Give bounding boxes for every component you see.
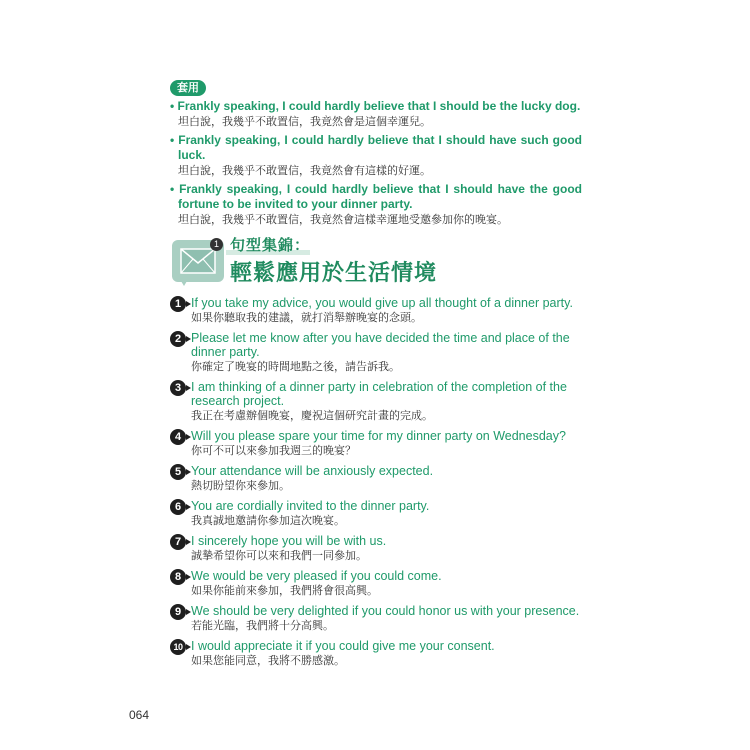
sentence-english: You are cordially invited to the dinner party. — [191, 499, 430, 513]
number-badge: 8 — [170, 569, 186, 585]
sentence-english: Please let me know after you have decided the time and place of the dinner party. — [191, 331, 570, 359]
page-number: 064 — [129, 708, 150, 722]
sentence-chinese: 我正在考慮辦個晚宴，慶祝這個研究計畫的完成。 — [191, 409, 433, 422]
sentence-item — [170, 499, 584, 528]
sentence-english: I sincerely hope you will be with us. — [191, 534, 387, 548]
number-badge: 10 — [170, 639, 186, 655]
number-badge: 5 — [170, 464, 186, 480]
sentence-english: Will you please spare your time for my dinner party on Wednesday? — [191, 429, 566, 443]
section-number-badge: 1 — [210, 238, 223, 251]
number-badge: 1 — [170, 296, 186, 312]
envelope-icon — [180, 248, 216, 274]
usage-chinese: 坦白說，我幾乎不敢置信，我竟然會這樣幸運地受邀參加你的晚宴。 — [178, 213, 508, 226]
sentence-chinese: 你確定了晚宴的時間地點之後，請告訴我。 — [191, 360, 400, 373]
usage-badge: 套用 — [170, 80, 206, 96]
sentence-chinese: 如果您能同意，我將不勝感激。 — [191, 654, 345, 667]
sentence-item — [170, 464, 584, 493]
sentence-english: I would appreciate it if you could give me your consent. — [191, 639, 495, 653]
sentence-chinese: 如果你聽取我的建議，就打消舉辦晚宴的念頭。 — [191, 311, 422, 324]
number-badge: 3 — [170, 380, 186, 396]
sentence-chinese: 誠摯希望你可以來和我們一同參加。 — [191, 549, 367, 562]
usage-item — [170, 182, 582, 227]
sentence-list — [170, 296, 584, 674]
number-badge: 7 — [170, 534, 186, 550]
section-icon-tail — [178, 276, 190, 286]
usage-english: • Frankly speaking, I could hardly believe that I should be the lucky dog. — [170, 99, 581, 113]
usage-english: • Frankly speaking, I could hardly believe that I should have such good luck. — [170, 133, 582, 162]
usage-english: • Frankly speaking, I could hardly believe that I should have the good fortune to be invited to your dinner party. — [170, 182, 582, 211]
sentence-english: Your attendance will be anxiously expected. — [191, 464, 434, 478]
sentence-item — [170, 639, 584, 668]
number-badge: 9 — [170, 604, 186, 620]
sentence-item — [170, 296, 584, 325]
sentence-item — [170, 569, 584, 598]
usage-item — [170, 99, 582, 129]
sentence-chinese: 你可不可以來參加我週三的晚宴？ — [191, 444, 356, 457]
usage-chinese: 坦白說，我幾乎不敢置信，我竟然會有這樣的好運。 — [178, 164, 431, 177]
sentence-item — [170, 534, 584, 563]
section-title-line2: 輕鬆應用於生活情境 — [230, 260, 438, 286]
sentence-item — [170, 331, 584, 374]
sentence-chinese: 如果你能前來參加，我們將會很高興。 — [191, 584, 378, 597]
sentence-item — [170, 604, 584, 633]
usage-chinese: 坦白說，我幾乎不敢置信，我竟然會是這個幸運兒。 — [178, 115, 431, 128]
sentence-english: We would be very pleased if you could come. — [191, 569, 442, 583]
number-badge: 6 — [170, 499, 186, 515]
sentence-english: We should be very delighted if you could honor us with your presence. — [191, 604, 580, 618]
sentence-item — [170, 380, 584, 423]
sentence-english: I am thinking of a dinner party in celebration of the completion of the research project. — [191, 380, 567, 408]
sentence-item — [170, 429, 584, 458]
number-badge: 2 — [170, 331, 186, 347]
section-title-line1: 句型集錦： — [230, 236, 311, 254]
sentence-english: If you take my advice, you would give up all thought of a dinner party. — [191, 296, 573, 310]
sentence-chinese: 若能光臨，我們將十分高興。 — [191, 619, 334, 632]
sentence-chinese: 熱切盼望你來參加。 — [191, 479, 290, 492]
number-badge: 4 — [170, 429, 186, 445]
usage-examples — [170, 99, 582, 231]
sentence-chinese: 我真誠地邀請你參加這次晚宴。 — [191, 514, 345, 527]
usage-item — [170, 133, 582, 178]
